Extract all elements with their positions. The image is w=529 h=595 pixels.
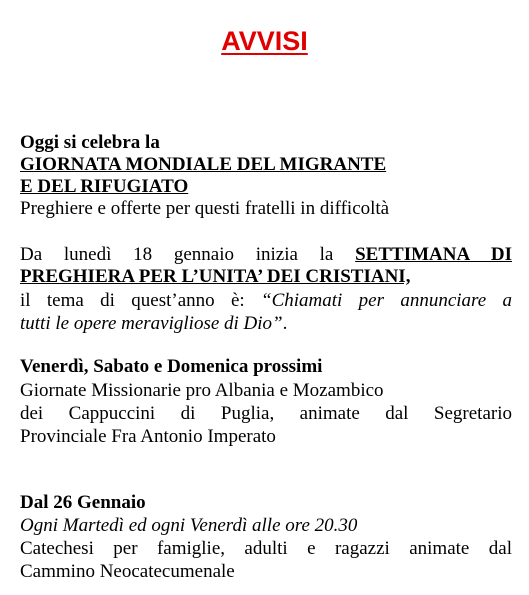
notice3-line2: dei Cappuccini di Puglia, animate dal Segretario — [20, 403, 512, 424]
notice2-line2: PREGHIERA PER L’UNITA’ DEI CRISTIANI, — [20, 266, 411, 287]
notice1-text: Preghiere e offerte per questi fratelli in difficoltà — [20, 198, 390, 219]
notice3-heading: Venerdì, Sabato e Domenica prossimi — [20, 356, 323, 377]
notice4-line2: Cammino Neocatecumenale — [20, 561, 235, 582]
notice1-name-line2: E DEL RIFUGIATO — [20, 176, 189, 197]
notice2-quote-1: “Chiamati per annunciare a — [261, 290, 512, 311]
notice4-schedule: Ogni Martedì ed ogni Venerdì alle ore 20.30 — [20, 515, 358, 536]
notice4-heading: Dal 26 Gennaio — [20, 492, 146, 513]
notice2-prefix: Da lunedì 18 gennaio inizia la — [20, 244, 334, 265]
notice2-line3: il tema di quest’anno è: “Chiamati per annunciare a — [20, 290, 512, 311]
notice2-highlight-1: SETTIMANA DI — [355, 244, 512, 265]
notice4-line1: Catechesi per famiglie, adulti e ragazzi animate dal — [20, 538, 512, 559]
notice2-line1 — [20, 244, 512, 266]
notice2-line4: tutti le opere meravigliose di Dio”. — [20, 313, 288, 334]
notice1-name-line1: GIORNATA MONDIALE DEL MIGRANTE — [20, 154, 387, 175]
notice3-line1: Giornate Missionarie pro Albania e Mozambico — [20, 380, 384, 401]
notice3-line3: Provinciale Fra Antonio Imperato — [20, 426, 276, 447]
notice1-intro: Oggi si celebra la — [20, 132, 160, 153]
page-title: AVVISI — [221, 26, 308, 56]
